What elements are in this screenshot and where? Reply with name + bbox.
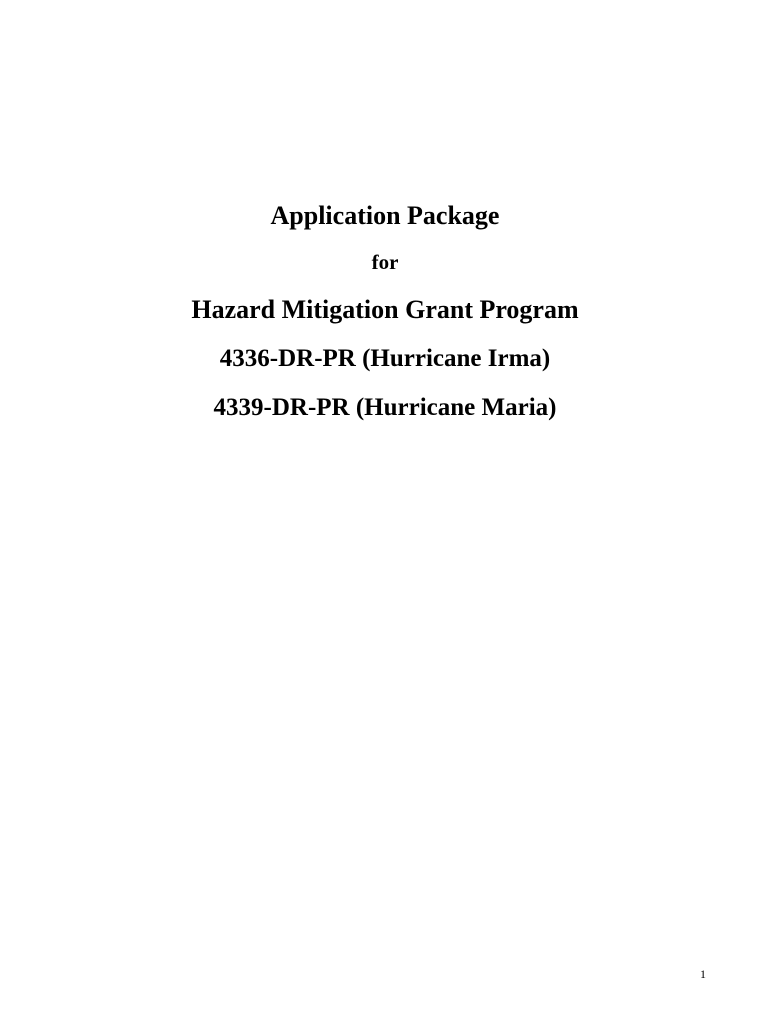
disaster-declaration-irma: 4336-DR-PR (Hurricane Irma) <box>219 345 551 372</box>
page-number: 1 <box>700 967 706 981</box>
cover-title: Application Package <box>270 201 500 230</box>
cover-connector: for <box>371 250 399 274</box>
disaster-declaration-maria: 4339-DR-PR (Hurricane Maria) <box>213 394 557 421</box>
cover-title-block <box>0 198 770 426</box>
program-name: Hazard Mitigation Grant Program <box>191 295 579 324</box>
